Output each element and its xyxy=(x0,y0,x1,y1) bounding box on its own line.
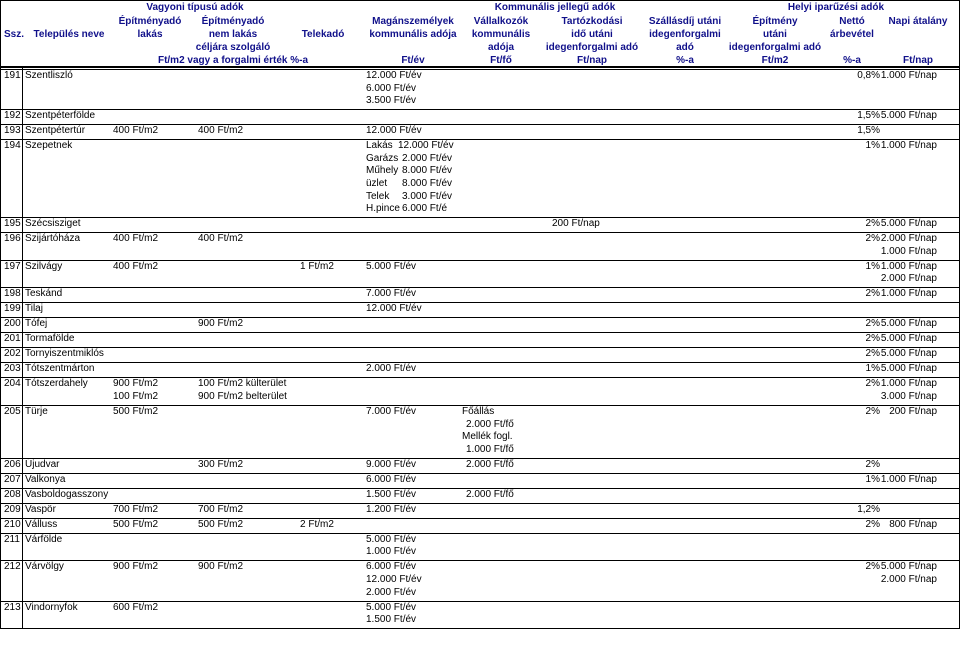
settlement-name: Szentliszló xyxy=(25,70,73,81)
netto-value: 1% xyxy=(865,140,880,152)
magan-label: Garázs xyxy=(366,152,399,164)
col-szallasdij-1: Szállásdíj utáni xyxy=(648,16,722,27)
unit-vallalkozok: Ft/fő xyxy=(490,55,512,66)
lakas-value: 400 Ft/m2 xyxy=(113,260,159,272)
col-telepules: Település neve xyxy=(33,29,105,40)
netto-value: 2% xyxy=(865,378,880,390)
magan-label: Lakás xyxy=(366,140,393,152)
magan-value: 12.000 Ft/év xyxy=(366,70,422,81)
settlement-name: Tormafölde xyxy=(25,333,75,345)
napi-value: 1.000 Ft/nap xyxy=(880,70,937,81)
netto-value: 2% xyxy=(865,406,880,417)
col-nemlakas-3: céljára szolgáló xyxy=(195,42,271,53)
col-nemlakas-1: Építményadó xyxy=(201,16,265,27)
group-kommunalis: Kommunális jellegű adók xyxy=(494,2,616,13)
napi-value: 5.000 Ft/nap xyxy=(880,348,937,360)
magan-value: 1.500 Ft/év xyxy=(366,614,417,626)
settlement-name: Tótszentmárton xyxy=(25,363,95,375)
row-divider xyxy=(0,362,960,363)
row-divider xyxy=(0,0,960,1)
magan-value: 9.000 Ft/év xyxy=(366,458,417,470)
settlement-name: Vasboldogasszony xyxy=(25,488,109,500)
nemlakas-value: 100 Ft/m2 külterület xyxy=(198,378,287,390)
unit-epitmeny: Ft/m2 vagy a forgalmi érték %-a xyxy=(157,55,309,66)
magan-label: H.pince xyxy=(366,203,400,215)
lakas-value: 600 Ft/m2 xyxy=(113,601,159,613)
col-epitmeny-utani-3: idegenforgalmi adó xyxy=(728,42,822,53)
settlement-name: Türje xyxy=(25,406,48,417)
row-number: 200 xyxy=(4,318,21,330)
settlement-name: Szijártóháza xyxy=(25,233,81,245)
group-vagyoni: Vagyoni típusú adók xyxy=(146,2,244,13)
row-divider xyxy=(0,317,960,318)
col-magan-2: kommunális adója xyxy=(369,29,457,40)
settlement-name: Vaspör xyxy=(25,503,56,515)
settlement-name: Várfölde xyxy=(25,533,63,545)
magan-value: 1.000 Ft/év xyxy=(366,546,417,558)
col-lakas-2: lakás xyxy=(137,29,163,40)
lakas-value: 500 Ft/m2 xyxy=(113,406,159,417)
napi-value: 1.000 Ft/nap xyxy=(880,378,937,390)
unit-napi: Ft/nap xyxy=(903,55,933,66)
col-tartozkodasi-2: idő utáni xyxy=(571,29,613,40)
row-divider xyxy=(0,601,960,602)
row-number: 194 xyxy=(4,140,21,152)
row-number: 201 xyxy=(4,333,21,345)
napi-value: 200 Ft/nap xyxy=(889,406,937,417)
row-number: 209 xyxy=(4,503,21,515)
row-number: 202 xyxy=(4,348,21,360)
lakas-value: 400 Ft/m2 xyxy=(113,233,159,245)
unit-netto: %-a xyxy=(843,55,861,66)
lakas-value: 500 Ft/m2 xyxy=(113,518,159,530)
settlement-name: Tófej xyxy=(25,318,48,330)
lakas-value: 700 Ft/m2 xyxy=(113,503,159,515)
row-number: 197 xyxy=(4,260,21,272)
magan-value: 3.000 Ft/év xyxy=(402,190,453,202)
settlement-name: Vindornyfok xyxy=(25,601,78,613)
row-number: 196 xyxy=(4,233,21,245)
netto-value: 2% xyxy=(865,348,880,360)
row-number: 204 xyxy=(4,378,21,390)
magan-value: 5.000 Ft/év xyxy=(366,260,417,272)
col-vallalkozok-3: adója xyxy=(487,42,515,53)
netto-value: 2% xyxy=(865,233,880,245)
napi-value: 1.000 Ft/nap xyxy=(880,288,937,300)
col-szallasdij-2: idegenforgalmi xyxy=(649,29,721,40)
netto-value: 1,5% xyxy=(857,110,880,122)
col-epitmeny-utani-2: utáni xyxy=(763,29,787,40)
magan-value: 12.000 Ft/év xyxy=(366,574,422,585)
col-vallalkozok-1: Vállalkozók xyxy=(473,16,529,27)
netto-value: 1% xyxy=(865,473,880,485)
magan-value: 6.000 Ft/é xyxy=(402,203,448,215)
settlement-name: Teskánd xyxy=(25,288,63,300)
nemlakas-value: 300 Ft/m2 xyxy=(198,458,244,470)
col-magan-1: Magánszemélyek xyxy=(372,16,454,27)
magan-value: 7.000 Ft/év xyxy=(366,406,417,417)
magan-label: Műhely xyxy=(366,165,399,177)
magan-value: 12.000 Ft/év xyxy=(366,125,422,137)
col-netto-1: Nettó xyxy=(839,16,865,27)
napi-value: 5.000 Ft/nap xyxy=(880,333,937,345)
magan-value: 8.000 Ft/év xyxy=(402,165,453,177)
magan-value: 1.500 Ft/év xyxy=(366,488,417,500)
row-number: 193 xyxy=(4,125,21,137)
row-divider xyxy=(0,332,960,333)
netto-value: 2% xyxy=(865,288,880,300)
magan-value: 5.000 Ft/év xyxy=(366,601,417,613)
row-number: 208 xyxy=(4,488,21,500)
row-number: 210 xyxy=(4,518,21,530)
lakas-value: 100 Ft/m2 xyxy=(113,391,159,402)
magan-label: üzlet xyxy=(366,178,388,189)
magan-label: Telek xyxy=(366,190,390,202)
row-divider xyxy=(0,533,960,534)
col-netto-2: árbevétel xyxy=(830,29,874,40)
col-tartozkodasi-3: idegenforgalmi adó xyxy=(545,42,639,53)
row-divider xyxy=(0,473,960,474)
col-tartozkodasi-1: Tartózkodási xyxy=(561,16,623,27)
row-divider xyxy=(0,69,960,70)
nemlakas-value: 900 Ft/m2 xyxy=(198,318,244,330)
row-divider xyxy=(0,66,960,68)
nemlakas-value: 400 Ft/m2 xyxy=(198,125,244,137)
row-number: 195 xyxy=(4,218,21,230)
row-divider xyxy=(0,347,960,348)
netto-value: 2% xyxy=(865,333,880,345)
row-divider xyxy=(0,232,960,233)
napi-value: 5.000 Ft/nap xyxy=(880,318,937,330)
row-divider xyxy=(0,260,960,261)
column-divider xyxy=(22,66,23,628)
lakas-value: 900 Ft/m2 xyxy=(113,561,159,573)
magan-value: 6.000 Ft/év xyxy=(366,82,417,94)
napi-value: 3.000 Ft/nap xyxy=(880,391,937,402)
magan-value: 2.000 Ft/év xyxy=(366,586,417,598)
vallalkozok-value: Főállás xyxy=(462,406,495,417)
settlement-name: Várvölgy xyxy=(25,561,64,573)
col-napi: Napi átalány xyxy=(888,16,948,27)
row-number: 198 xyxy=(4,288,21,300)
napi-value: 2.000 Ft/nap xyxy=(880,574,937,585)
nemlakas-value: 900 Ft/m2 xyxy=(198,561,244,573)
netto-value: 1,2% xyxy=(857,503,880,515)
lakas-value: 400 Ft/m2 xyxy=(113,125,159,137)
unit-magan: Ft/év xyxy=(401,55,425,66)
vallalkozok-value: 2.000 Ft/fő xyxy=(466,488,514,500)
netto-value: 2% xyxy=(865,318,880,330)
nemlakas-value: 900 Ft/m2 belterület xyxy=(198,391,287,402)
vallalkozok-value: 2.000 Ft/fő xyxy=(466,418,514,430)
unit-tartozkodasi: Ft/nap xyxy=(577,55,607,66)
row-divider xyxy=(0,109,960,110)
telek-value: 2 Ft/m2 xyxy=(300,518,334,530)
row-number: 207 xyxy=(4,473,21,485)
row-divider xyxy=(0,217,960,218)
napi-value: 2.000 Ft/nap xyxy=(880,233,937,245)
vallalkozok-value: Mellék fogl. xyxy=(462,431,513,443)
settlement-name: Újudvar xyxy=(25,458,60,470)
row-divider xyxy=(0,560,960,561)
napi-value: 2.000 Ft/nap xyxy=(880,273,937,285)
nemlakas-value: 500 Ft/m2 xyxy=(198,518,244,530)
row-number: 206 xyxy=(4,458,21,470)
row-divider xyxy=(0,488,960,489)
unit-epitmeny-utani: Ft/m2 xyxy=(761,55,789,66)
column-divider xyxy=(0,0,1,628)
settlement-name: Szentpéterfölde xyxy=(25,110,96,122)
col-szallasdij-3: adó xyxy=(676,42,694,53)
magan-value: 3.500 Ft/év xyxy=(366,95,417,107)
magan-value: 1.200 Ft/év xyxy=(366,503,417,515)
netto-value: 2% xyxy=(865,518,880,530)
row-number: 212 xyxy=(4,561,21,573)
napi-value: 5.000 Ft/nap xyxy=(880,110,937,122)
col-ssz: Ssz. xyxy=(3,29,25,40)
netto-value: 2% xyxy=(865,561,880,573)
magan-value: 12.000 Ft/év xyxy=(366,303,422,315)
magan-value: 2.000 Ft/év xyxy=(402,152,453,164)
nemlakas-value: 700 Ft/m2 xyxy=(198,503,244,515)
tartozkodasi-value: 200 Ft/nap xyxy=(552,218,600,230)
row-divider xyxy=(0,628,960,629)
col-epitmeny-utani-1: Építmény xyxy=(752,16,798,27)
magan-value: 6.000 Ft/év xyxy=(366,561,417,573)
group-helyi: Helyi iparűzési adók xyxy=(787,2,885,13)
unit-szallasdij: %-a xyxy=(676,55,694,66)
vallalkozok-value: 2.000 Ft/fő xyxy=(466,458,514,470)
netto-value: 1,5% xyxy=(857,125,880,137)
row-number: 205 xyxy=(4,406,21,417)
settlement-name: Szilvágy xyxy=(25,260,63,272)
napi-value: 5.000 Ft/nap xyxy=(880,561,937,573)
nemlakas-value: 400 Ft/m2 xyxy=(198,233,244,245)
row-number: 211 xyxy=(4,533,20,545)
row-number: 192 xyxy=(4,110,21,122)
napi-value: 5.000 Ft/nap xyxy=(880,218,937,230)
col-nemlakas-2: nem lakás xyxy=(208,29,258,40)
magan-value: 7.000 Ft/év xyxy=(366,288,417,300)
lakas-value: 900 Ft/m2 xyxy=(113,378,159,390)
telek-value: 1 Ft/m2 xyxy=(300,260,334,272)
settlement-name: Tilaj xyxy=(25,303,43,315)
row-divider xyxy=(0,287,960,288)
row-number: 203 xyxy=(4,363,21,375)
vallalkozok-value: 1.000 Ft/fő xyxy=(466,443,514,455)
row-number: 191 xyxy=(4,70,21,81)
napi-value: 1.000 Ft/nap xyxy=(880,260,937,272)
settlement-name: Tótszerdahely xyxy=(25,378,88,390)
col-telekado: Telekadó xyxy=(301,29,345,40)
row-divider xyxy=(0,458,960,459)
settlement-name: Szepetnek xyxy=(25,140,73,152)
settlement-name: Szécsisziget xyxy=(25,218,81,230)
row-divider xyxy=(0,405,960,406)
settlement-name: Tornyiszentmiklós xyxy=(25,348,104,360)
row-divider xyxy=(0,139,960,140)
settlement-name: Valkonya xyxy=(25,473,66,485)
settlement-name: Szentpétertúr xyxy=(25,125,86,137)
netto-value: 2% xyxy=(865,458,880,470)
napi-value: 5.000 Ft/nap xyxy=(880,363,937,375)
magan-value: 2.000 Ft/év xyxy=(366,363,417,375)
magan-value: 8.000 Ft/év xyxy=(402,178,453,189)
row-divider xyxy=(0,302,960,303)
napi-value: 1.000 Ft/nap xyxy=(880,473,937,485)
netto-value: 1% xyxy=(865,260,880,272)
row-divider xyxy=(0,124,960,125)
row-divider xyxy=(0,503,960,504)
magan-value: 6.000 Ft/év xyxy=(366,473,417,485)
napi-value: 1.000 Ft/nap xyxy=(880,245,937,257)
netto-value: 0,8% xyxy=(857,70,880,81)
row-number: 199 xyxy=(4,303,21,315)
netto-value: 1% xyxy=(865,363,880,375)
row-number: 213 xyxy=(4,601,21,613)
settlement-name: Válluss xyxy=(25,518,58,530)
row-divider xyxy=(0,377,960,378)
row-divider xyxy=(0,518,960,519)
magan-value: 5.000 Ft/év xyxy=(366,533,417,545)
magan-value: 12.000 Ft/év xyxy=(398,140,454,152)
col-vallalkozok-2: kommunális xyxy=(471,29,531,40)
netto-value: 2% xyxy=(865,218,880,230)
napi-value: 800 Ft/nap xyxy=(889,518,937,530)
napi-value: 1.000 Ft/nap xyxy=(880,140,937,152)
col-lakas-1: Építményadó xyxy=(118,16,182,27)
